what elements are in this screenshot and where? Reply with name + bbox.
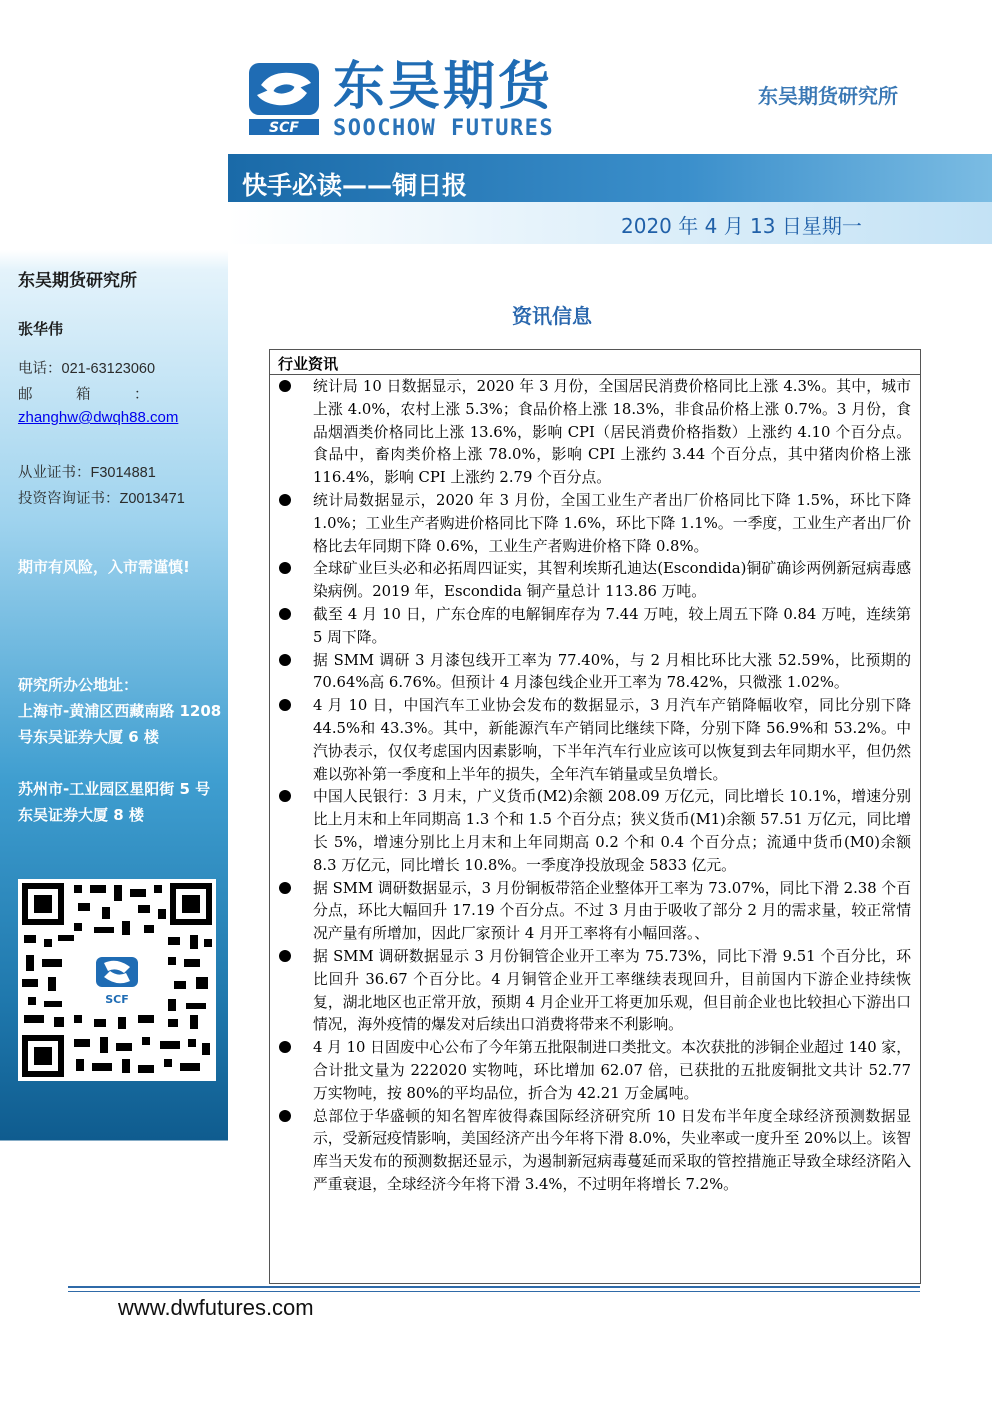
footer-divider — [68, 1286, 920, 1288]
news-text: 中国人民银行：3 月末，广义货币(M2)余额 208.09 万亿元，同比增长 10.1%，增速分别比上月末和上年同期高 1.3 个和 1.5 个百分点；狭义货币(M1)余额 57.51 万亿元，同比增长 5%，增速分别比上月末和上年同期高 0.2 个和 0.4 个百分点；流通中货币(M0)余额 8.3 万亿元，同比增长 10.8%。一季度净投放现金 5833 亿元。 — [313, 788, 911, 874]
practice-certificate: 从业证书：F3014881 — [18, 465, 156, 481]
bullet-icon — [279, 950, 291, 962]
analyst-email-link[interactable]: zhanghw@dwqh88.com — [18, 409, 179, 426]
industry-news-box — [269, 349, 921, 1284]
bullet-icon — [279, 562, 291, 574]
qr-code-icon — [18, 879, 216, 1081]
footer-website-link[interactable]: www.dwfutures.com — [118, 1295, 314, 1320]
report-date: 2020 年 4 月 13 日星期一 — [621, 214, 862, 238]
bullet-icon — [279, 1041, 291, 1053]
news-box-title: 行业资讯 — [270, 350, 920, 375]
news-item — [270, 878, 920, 946]
news-text: 据 SMM 调研数据显示 3 月份铜管企业开工率为 75.73%，同比下滑 9.51 个百分比，环比回升 36.67 个百分比。4 月铜管企业开工率继续表现回升，目前国内下游企业持续恢复，湖北地区也正常开放，预期 4 月企业开工将更加乐观，但目前企业也比较担心下游出口情况，海外疫情的爆发对后续出口消费将带来不利影响。 — [313, 947, 911, 1034]
company-name-cn: 东吴期货 — [333, 57, 554, 117]
news-item — [270, 695, 920, 786]
analyst-mail-label: 邮 箱 ： — [18, 387, 149, 403]
news-text: 统计局数据显示，2020 年 3 月份，全国工业生产者出厂价格同比下降 1.5%，环比下降 1.0%；工业生产者购进价格同比下降 1.6%，环比下降 1.1%。一季度，工业生产者出厂价格比去年同期下降 0.6%，工业生产者购进价格下降 0.8%。 — [313, 491, 911, 555]
news-text: 据 SMM 调研 3 月漆包线开工率为 77.40%，与 2 月相比环比大涨 52.59%，比预期的 70.64%高 6.76%。但预计 4 月漆包线企业开工率为 78.42%，只微涨 1.02%。 — [313, 651, 911, 692]
news-item — [270, 1106, 920, 1197]
news-item — [270, 376, 920, 490]
risk-warning: 期市有风险，入市需谨慎! — [18, 558, 190, 576]
analyst-name: 张华伟 — [18, 320, 64, 338]
qr-logo-text: SCF — [105, 993, 129, 1006]
news-text: 截至 4 月 10 日，广东仓库的电解铜库存为 7.44 万吨，较上周五下降 0.84 万吨，连续第 5 周下降。 — [313, 605, 911, 646]
news-item — [270, 946, 920, 1037]
news-item — [270, 786, 920, 877]
company-name-en: SOOCHOW FUTURES — [333, 116, 555, 141]
bullet-icon — [279, 882, 291, 894]
news-text: 统计局 10 日数据显示，2020 年 3 月份，全国居民消费价格同比上涨 4.3%。其中，城市上涨 4.0%，农村上涨 5.3%；食品价格上涨 18.3%，非食品价格上涨 0.7%。3 月份，食品烟酒类价格同比上涨 13.6%，影响 CPI（居民消费价格指数）上涨约 4.10 个百分点。食品中，畜肉类价格上涨 78.0%，影响 CPI 上涨约 3.44 个百分点，其中猪肉价格上涨 116.4%，影响 CPI 上涨约 2.79 个百分点。 — [313, 378, 911, 487]
sidebar-org: 东吴期货研究所 — [18, 271, 137, 291]
news-item — [270, 490, 920, 558]
news-item — [270, 1037, 920, 1105]
analyst-phone: 电话：021-63123060 — [18, 361, 156, 377]
address-suzhou: 苏州市-工业园区星阳街 5 号东吴证券大厦 8 楼 — [18, 780, 211, 824]
company-logo-icon — [249, 63, 319, 135]
news-item — [270, 650, 920, 696]
report-title: 快手必读——铜日报 — [242, 171, 468, 200]
news-list — [270, 376, 920, 1197]
bullet-icon — [279, 1110, 291, 1122]
news-text: 据 SMM 调研数据显示，3 月份铜板带箔企业整体开工率为 73.07%，同比下滑 2.38 个百分点，环比大幅回升 17.19 个百分点。不过 3 月由于吸收了部分 2 月的需求量，较正常情况产量有所增加，因此厂家预计 4 月开工率将有小幅回落。、 — [313, 879, 911, 943]
date-bar — [228, 202, 992, 244]
news-text: 总部位于华盛顿的知名智库彼得森国际经济研究所 10 日发布半年度全球经济预测数据显示，受新冠疫情影响，美国经济产出今年将下滑 8.0%，失业率或一度升至 20%以上。该智库当天发布的预测数据还显示，为遏制新冠病毒蔓延而采取的管控措施正导致全球经济陷入严重衰退，全球经济今年将下滑 3.4%，不过明年将增长 7.2%。 — [313, 1107, 911, 1193]
qr-code — [18, 879, 216, 1081]
news-text: 4 月 10 日固废中心公布了今年第五批限制进口类批文。本次获批的涉铜企业超过 140 家，合计批文量为 222020 实物吨，环比增加 62.07 倍，已获批的五批废铜批文共计 52.77 万实物吨，按 80%的平均品位，折合为 42.21 万金属吨。 — [313, 1039, 911, 1102]
bullet-icon — [279, 790, 291, 802]
bullet-icon — [279, 654, 291, 666]
sidebar — [0, 0, 228, 1284]
header-institute: 东吴期货研究所 — [758, 84, 898, 108]
bullet-icon — [279, 699, 291, 711]
bullet-icon — [279, 608, 291, 620]
logo-mark-text: SCF — [269, 120, 299, 135]
news-text: 全球矿业巨头必和必拓周四证实，其智利埃斯孔迪达(Escondida)铜矿确诊两例新冠病毒感染病例。2019 年，Escondida 铜产量总计 113.86 万吨。 — [313, 560, 911, 601]
advisory-certificate: 投资咨询证书：Z0013471 — [18, 491, 185, 507]
section-title: 资讯信息 — [512, 304, 592, 328]
footer-divider-thin — [68, 1291, 920, 1292]
address-shanghai: 上海市-黄浦区西藏南路 1208 号东吴证券大厦 6 楼 — [18, 702, 222, 746]
news-text: 4 月 10 日，中国汽车工业协会发布的数据显示，3 月汽车产销降幅收窄，同比分别下降 44.5%和 43.3%。其中，新能源汽车产销同比继续下降，分别下降 56.9%和 53.2%。中汽协表示，仅仅考虑国内因素影响，下半年汽车行业应该可以恢复到去年同期水平，但仍然难以弥补第一季度和上半年的损失，全年汽车销量或呈负增长。 — [313, 697, 911, 783]
bullet-icon — [279, 380, 291, 392]
bullet-icon — [279, 494, 291, 506]
news-item — [270, 558, 920, 604]
address-label: 研究所办公地址： — [18, 676, 139, 694]
news-item — [270, 604, 920, 650]
